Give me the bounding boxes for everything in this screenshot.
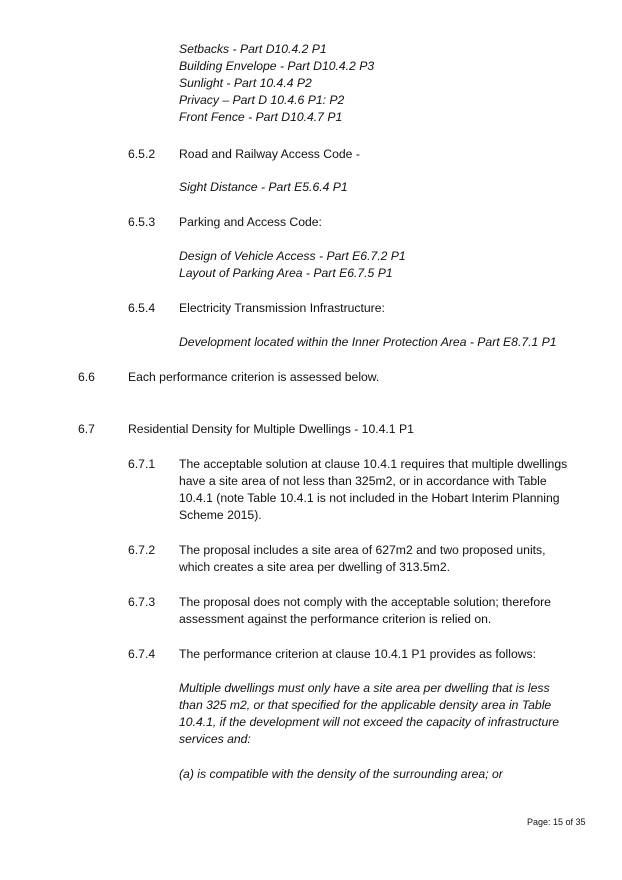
section-title: Electricity Transmission Infrastructure: [179,301,385,315]
quote-line: Multiple dwellings must only have a site area per dwelling that is less [179,681,550,695]
section-number: 6.5.4 [128,301,156,315]
quote-line: than 325 m2, or that specified for the applicable density area in Table [179,698,552,712]
list-item: Development located within the Inner Protection Area - Part E8.7.1 P1 [179,335,557,349]
section-number: 6.7.3 [128,595,156,609]
section-number: 6.6 [78,370,95,384]
section-title: Road and Railway Access Code - [179,147,360,161]
paragraph-line: The performance criterion at clause 10.4.1 P1 provides as follows: [179,647,537,661]
list-item: Design of Vehicle Access - Part E6.7.2 P1 [179,249,406,263]
section-text: Each performance criterion is assessed below. [128,370,380,384]
paragraph-line: The proposal does not comply with the acceptable solution; therefore [179,595,551,609]
list-item: Sunlight - Part 10.4.4 P2 [179,76,312,90]
section-number: 6.7.4 [128,647,156,661]
paragraph-line: have a site area of not less than 325m2, or in accordance with Table [179,474,547,488]
section-number: 6.5.2 [128,147,156,161]
list-item: Front Fence - Part D10.4.7 P1 [179,110,343,124]
list-item: Sight Distance - Part E5.6.4 P1 [179,180,348,194]
section-number: 6.7.2 [128,543,156,557]
quote-line: services and: [179,732,251,746]
quote-line: 10.4.1, if the development will not exceed the capacity of infrastructure [179,715,560,729]
section-number: 6.7.1 [128,457,156,471]
paragraph-line: The proposal includes a site area of 627m2 and two proposed units, [179,543,546,557]
page-number: Page: 15 of 35 [527,817,586,827]
paragraph-line: assessment against the performance criterion is relied on. [179,612,492,626]
section-title: Residential Density for Multiple Dwellings - 10.4.1 P1 [128,422,414,436]
paragraph-line: 10.4.1 (note Table 10.4.1 is not included in the Hobart Interim Planning [179,491,560,505]
list-item: Building Envelope - Part D10.4.2 P3 [179,59,375,73]
list-item: Layout of Parking Area - Part E6.7.5 P1 [179,266,393,280]
paragraph-line: Scheme 2015). [179,508,262,522]
section-number: 6.5.3 [128,215,156,229]
paragraph-line: The acceptable solution at clause 10.4.1 requires that multiple dwellings [179,457,568,471]
section-title: Parking and Access Code: [179,215,322,229]
list-item: Setbacks - Part D10.4.2 P1 [179,42,327,56]
section-number: 6.7 [78,422,95,436]
list-item: Privacy – Part D 10.4.6 P1: P2 [179,93,345,107]
quote-line: (a) is compatible with the density of the surrounding area; or [179,767,503,781]
paragraph-line: which creates a site area per dwelling of 313.5m2. [179,560,450,574]
